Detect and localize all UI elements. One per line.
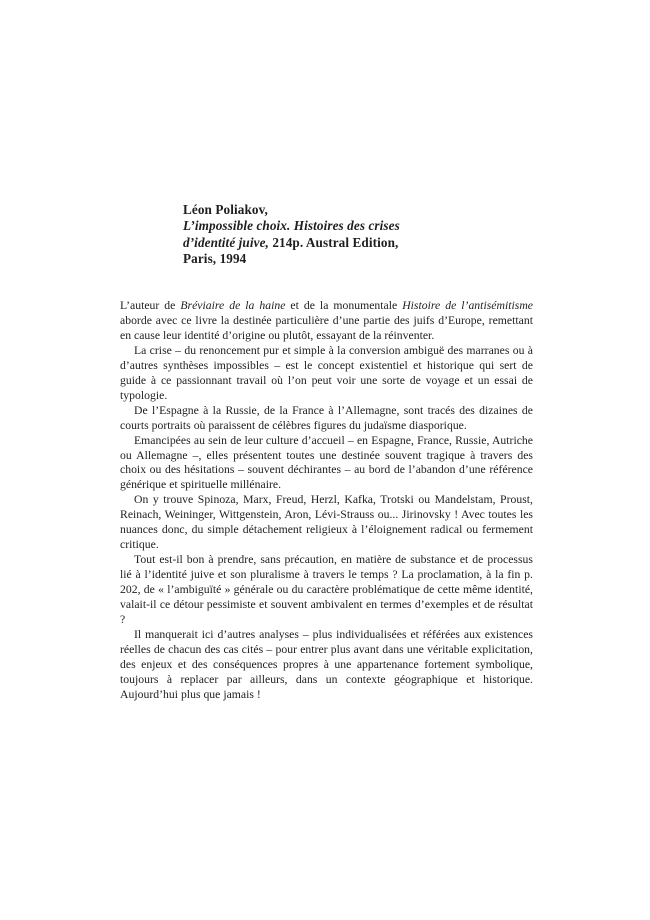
citation-title-line2-italic: d’identité juive,: [183, 234, 269, 250]
book-title-reference: Histoire de l’antisémitisme: [402, 299, 533, 312]
paragraph-crisis-concept: La crise – du renoncement pur et simple à la conversion ambiguë des marranes ou à d’autres synthèses impossibles – est le concept existentiel et historique qui sert de guide à ce passionnant travail où l’on peut voir une sorte de voyage et un essai de typologie.: [120, 343, 533, 402]
citation-title-line1: L’impossible choix. Histoires des crises: [183, 218, 400, 234]
citation-publisher: 214p. Austral Edition,: [268, 234, 399, 250]
review-text: [120, 299, 533, 703]
paragraph-critique-question: Tout est-il bon à prendre, sans précaution, en matière de substance et de processus lié à l’identité juive et son pluralisme à travers le temps ? La proclamation, à la fin p. 202, de « l’ambiguïté » générale ou du caractère problématique de cette même identité, valait-il ce détour pessimiste et souvent ambivalent en termes d’exemples et de résultat ?: [120, 553, 533, 627]
book-citation: [183, 202, 400, 267]
book-title-reference: Bréviaire de la haine: [180, 299, 286, 312]
paragraph-portraits: De l’Espagne à la Russie, de la France à l’Allemagne, sont tracés des dizaines de courts portraits où paraissent de célèbres figures du judaïsme diasporique.: [120, 403, 533, 432]
citation-title-line2: [183, 235, 400, 251]
paragraph-figures-list: On y trouve Spinoza, Marx, Freud, Herzl, Kafka, Trotski ou Mandelstam, Proust, Reinach, Weininger, Wittgenstein, Aron, Lévi-Strauss ou... Jirinovsky ! Avec toutes les nuances donc, du simple détachement religieux à l’éloignement radical ou fermement critique.: [120, 493, 533, 552]
paragraph-emancipation: Emancipées au sein de leur culture d’accueil – en Espagne, France, Russie, Autriche ou Allemagne –, elles présentent toutes une destinée souvent tragique à travers des choix ou des hésitations – souvent déchirantes – au bord de l’abandon d’une référence générique et spirituelle millénaire.: [120, 433, 533, 492]
paragraph-text: et de la monumentale: [285, 299, 403, 312]
paragraph-intro: [120, 299, 533, 344]
paragraph-text: aborde avec ce livre la destinée particulière d’une partie des juifs d’Europe, remettant en cause leur identité d’origine ou plutôt, essayant de la réinventer.: [120, 313, 533, 342]
paragraph-conclusion: Il manquerait ici d’autres analyses – plus individualisées et référées aux existences réelles de chacun des cas cités – pour entrer plus avant dans une véritable explicitation, des enjeux et des conséquences propres à une appartenance fortement symbolique, toujours à replacer par ailleurs, dans un contexte géographique et historique. Aujourd’hui plus que jamais !: [120, 627, 533, 701]
citation-author: Léon Poliakov,: [183, 202, 268, 217]
citation-city-year: Paris, 1994: [183, 250, 247, 266]
paragraph-text: L’auteur de: [120, 299, 181, 312]
